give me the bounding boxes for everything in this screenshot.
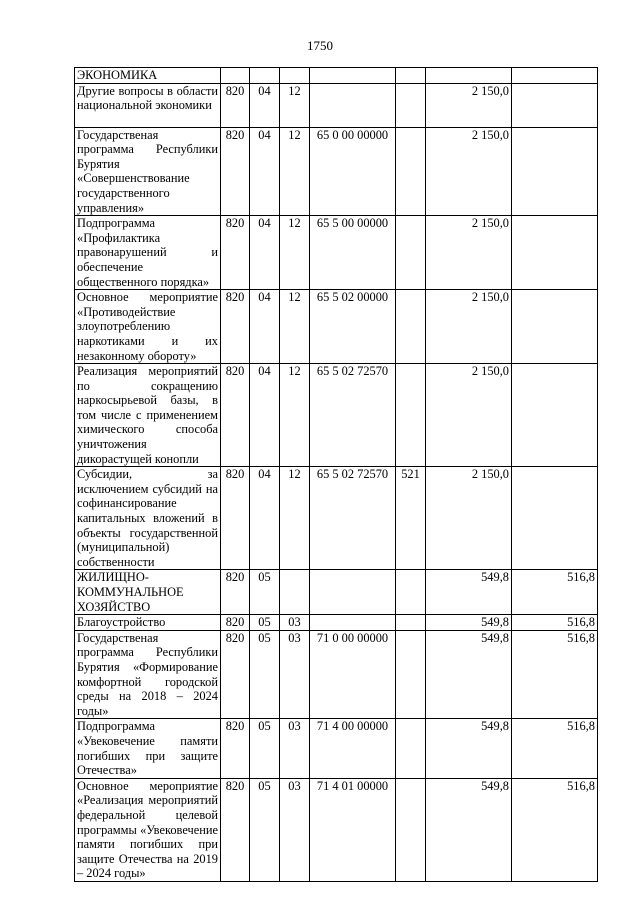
row-ved-code: 820 [221,778,250,881]
row-section-code: 05 [250,778,280,881]
row-target-article: 65 5 02 00000 [310,290,396,364]
row-amount-1: 2 150,0 [426,290,512,364]
row-target-article [310,570,396,615]
row-section-code: 04 [250,290,280,364]
row-subsection-code: 12 [280,290,310,364]
row-ved-code: 820 [221,216,250,290]
table-row [75,630,598,719]
row-expense-type [396,127,426,216]
row-name: Подпрограмма «Профилактика правонарушений и обеспечение общественного порядка» [75,216,221,290]
row-subsection-code [280,68,310,84]
table-row [75,68,598,84]
row-section-code: 05 [250,630,280,719]
row-section-code: 05 [250,615,280,631]
row-name: Государственая программа Республики Бурятия «Совершенствование государственного управления» [75,127,221,216]
row-amount-2: 516,8 [512,570,598,615]
row-amount-1 [426,68,512,84]
row-target-article: 65 5 02 72570 [310,364,396,467]
row-subsection-code: 12 [280,127,310,216]
table-row [75,570,598,615]
row-amount-2 [512,68,598,84]
row-name: Основное мероприятие «Реализация мероприятий федеральной целевой программы «Увековечение памяти погибших при защите Отечества на 2019 – 2024 годы» [75,778,221,881]
row-ved-code: 820 [221,364,250,467]
row-subsection-code [280,570,310,615]
row-ved-code [221,68,250,84]
row-section-code: 04 [250,364,280,467]
table-row [75,719,598,778]
row-name: Подпрограмма «Увековечение памяти погибших при защите Отечества» [75,719,221,778]
row-amount-1: 2 150,0 [426,127,512,216]
page-number: 1750 [307,38,333,53]
row-subsection-code: 03 [280,778,310,881]
row-amount-1: 2 150,0 [426,467,512,570]
row-amount-2 [512,216,598,290]
table-row [75,127,598,216]
row-expense-type [396,216,426,290]
row-section-code [250,68,280,84]
table-row [75,615,598,631]
row-subsection-code: 03 [280,719,310,778]
row-name: ЭКОНОМИКА [75,68,221,84]
row-ved-code: 820 [221,719,250,778]
row-expense-type [396,719,426,778]
table-row [75,216,598,290]
row-name: Другие вопросы в области национальной экономики [75,83,221,127]
row-target-article: 71 0 00 00000 [310,630,396,719]
row-amount-2 [512,127,598,216]
row-ved-code: 820 [221,630,250,719]
row-name: ЖИЛИЩНО-КОММУНАЛЬНОЕ ХОЗЯЙСТВО [75,570,221,615]
row-amount-2 [512,467,598,570]
row-amount-2: 516,8 [512,630,598,719]
row-subsection-code: 12 [280,216,310,290]
row-expense-type [396,68,426,84]
row-amount-2 [512,364,598,467]
row-name: Благоустройство [75,615,221,631]
row-subsection-code: 12 [280,467,310,570]
row-ved-code: 820 [221,615,250,631]
row-ved-code: 820 [221,290,250,364]
row-section-code: 05 [250,719,280,778]
budget-table [74,67,598,882]
row-target-article [310,615,396,631]
row-amount-2 [512,83,598,127]
row-name: Основное мероприятие «Противодействие злоупотреблению наркотиками и их незаконному обороту» [75,290,221,364]
table-row [75,778,598,881]
row-expense-type [396,570,426,615]
row-target-article: 71 4 00 00000 [310,719,396,778]
row-amount-2: 516,8 [512,615,598,631]
row-section-code: 04 [250,216,280,290]
table-row [75,83,598,127]
row-target-article: 71 4 01 00000 [310,778,396,881]
row-amount-2 [512,290,598,364]
row-amount-1: 549,8 [426,778,512,881]
row-section-code: 04 [250,83,280,127]
row-target-article: 65 5 00 00000 [310,216,396,290]
row-subsection-code: 03 [280,615,310,631]
row-subsection-code: 03 [280,630,310,719]
row-amount-1: 549,8 [426,719,512,778]
row-amount-1: 2 150,0 [426,83,512,127]
row-section-code: 04 [250,127,280,216]
row-expense-type [396,364,426,467]
row-name: Субсидии, за исключением субсидий на софинансирование капитальных вложений в объекты государственной (муниципальной) собственности [75,467,221,570]
row-expense-type: 521 [396,467,426,570]
row-expense-type [396,778,426,881]
row-name: Государственая программа Республики Бурятия «Формирование комфортной городской среды на 2018 – 2024 годы» [75,630,221,719]
row-target-article: 65 0 00 00000 [310,127,396,216]
row-amount-1: 2 150,0 [426,216,512,290]
row-ved-code: 820 [221,83,250,127]
table-row [75,290,598,364]
row-subsection-code: 12 [280,364,310,467]
row-expense-type [396,615,426,631]
row-subsection-code: 12 [280,83,310,127]
row-target-article [310,68,396,84]
row-expense-type [396,83,426,127]
row-ved-code: 820 [221,570,250,615]
row-section-code: 04 [250,467,280,570]
row-name: Реализация мероприятий по сокращению наркосырьевой базы, в том числе с применением химического способа уничтожения дикорастущей конопли [75,364,221,467]
row-target-article [310,83,396,127]
row-amount-1: 549,8 [426,630,512,719]
table-row [75,364,598,467]
row-target-article: 65 5 02 72570 [310,467,396,570]
row-section-code: 05 [250,570,280,615]
row-ved-code: 820 [221,127,250,216]
row-amount-2: 516,8 [512,778,598,881]
row-ved-code: 820 [221,467,250,570]
row-amount-1: 549,8 [426,615,512,631]
row-amount-1: 2 150,0 [426,364,512,467]
row-amount-1: 549,8 [426,570,512,615]
row-expense-type [396,290,426,364]
row-amount-2: 516,8 [512,719,598,778]
row-expense-type [396,630,426,719]
table-row [75,467,598,570]
